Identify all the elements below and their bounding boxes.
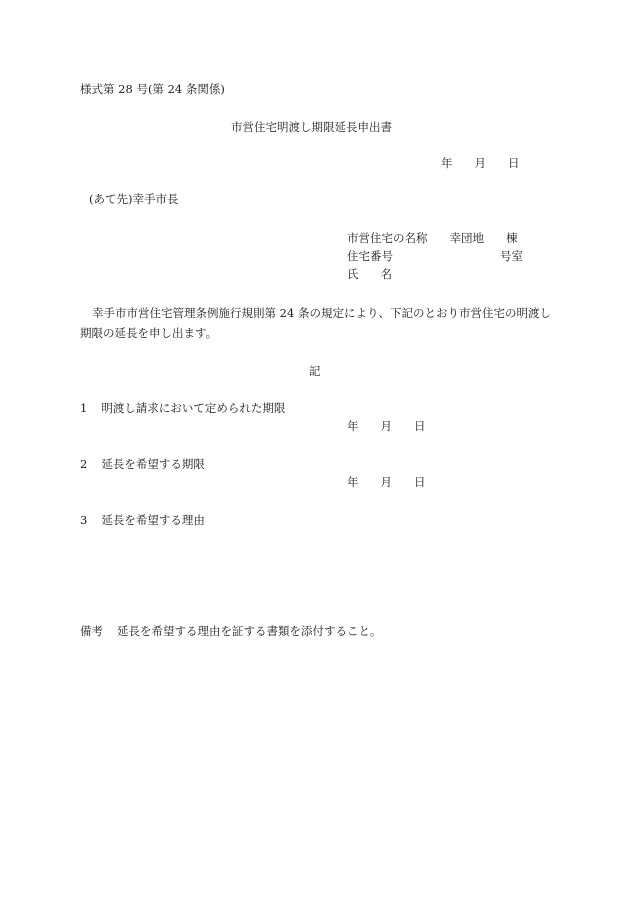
item-3-label: 延長を希望する理由 — [101, 513, 205, 527]
item-3-heading — [80, 512, 205, 528]
item-1-month: 月 — [380, 419, 392, 433]
unit-number-line — [347, 248, 393, 264]
remarks-text: 延長を希望する理由を証する書類を添付すること。 — [117, 624, 382, 638]
housing-name-line — [347, 230, 518, 246]
submission-date — [441, 155, 520, 171]
item-1-year: 年 — [347, 419, 359, 433]
document-title: 市営住宅明渡し期限延長申出書 — [231, 120, 392, 134]
remarks — [80, 623, 382, 639]
remarks-label: 備考 — [80, 624, 103, 638]
danchi-name: 幸団地 — [449, 231, 484, 245]
item-2-day: 日 — [414, 475, 426, 489]
item-2-month: 月 — [380, 475, 392, 489]
item-1-number: 1 — [80, 401, 88, 415]
room-label: 号室 — [500, 249, 523, 263]
date-month: 月 — [474, 156, 486, 170]
item-3-number: 3 — [80, 513, 88, 527]
item-2-number: 2 — [80, 457, 88, 471]
date-year: 年 — [441, 156, 453, 170]
item-1-label: 明渡し請求において定められた期限 — [101, 401, 286, 415]
unit-number-label: 住宅番号 — [347, 249, 393, 263]
housing-name-label: 市営住宅の名称 — [347, 231, 428, 245]
name-line — [347, 266, 392, 282]
item-1-heading — [80, 400, 285, 416]
application-body: 幸手市市営住宅管理条例施行規則第 24 条の規定により、下記のとおり市営住宅の明渡し期限の延長を申し出ます。 — [80, 306, 551, 340]
item-1-day: 日 — [414, 419, 426, 433]
date-day: 日 — [508, 156, 520, 170]
item-2-label: 延長を希望する期限 — [101, 457, 205, 471]
item-1-date — [347, 418, 426, 434]
building-label: 棟 — [506, 231, 518, 245]
item-2-heading — [80, 456, 205, 472]
form-number: 様式第 28 号(第 24 条関係) — [80, 82, 225, 96]
name-label-second: 名 — [380, 267, 392, 281]
ki-heading: 記 — [309, 364, 321, 378]
item-2-year: 年 — [347, 475, 359, 489]
addressee: (あて先)幸手市長 — [89, 192, 179, 206]
name-label-first: 氏 — [347, 267, 359, 281]
item-2-date — [347, 474, 426, 490]
